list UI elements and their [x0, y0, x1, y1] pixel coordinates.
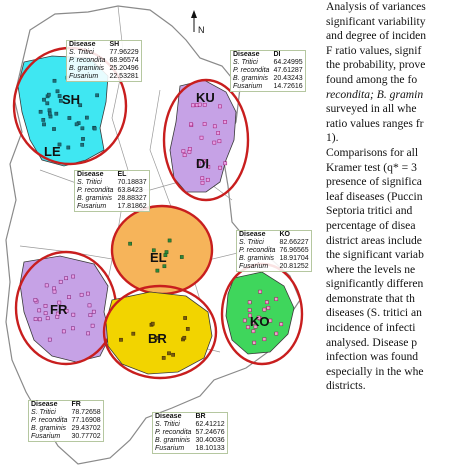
disease-table-BR — [152, 412, 228, 454]
sample-point — [48, 109, 51, 112]
region-label-BR: BR — [148, 331, 167, 346]
table-region-code: KO — [279, 231, 290, 238]
sample-point — [85, 116, 88, 119]
sample-point — [72, 275, 75, 278]
disease-name: S. Tritici — [69, 49, 94, 56]
sample-point — [280, 323, 283, 326]
sample-point — [56, 90, 59, 93]
table-header-label: Disease — [77, 171, 104, 178]
text-line: analysed. Disease p — [326, 335, 418, 349]
sample-point — [129, 242, 132, 245]
sample-point — [201, 177, 204, 180]
region-label-SH: SH — [62, 92, 81, 107]
text-line: found among the fo — [326, 72, 418, 86]
text-line: F ratio values, signif — [326, 43, 422, 57]
disease-value: 77.16908 — [71, 417, 101, 424]
sample-point — [71, 327, 74, 330]
sample-point — [38, 309, 41, 312]
text-line: percentage of disea — [326, 218, 416, 232]
table-header-label: Disease — [233, 51, 260, 58]
disease-table-EL — [74, 170, 150, 212]
disease-table-DI — [230, 50, 306, 92]
disease-value: 76.96565 — [279, 247, 309, 254]
sample-point — [180, 255, 183, 258]
sample-point — [263, 338, 266, 341]
sample-point — [201, 181, 204, 184]
sample-point — [200, 136, 203, 139]
sample-point — [265, 301, 268, 304]
sample-point — [172, 353, 175, 356]
disease-name: Fusarium — [239, 263, 269, 270]
disease-name: Fusarium — [233, 83, 263, 90]
sample-point — [39, 110, 42, 113]
sample-point — [48, 112, 51, 115]
disease-value: 68.96574 — [109, 57, 139, 64]
sample-point — [86, 292, 89, 295]
disease-name: Fusarium — [31, 433, 61, 440]
text-line: surveyed in all whe — [326, 102, 417, 116]
text-line: infection was found — [326, 350, 419, 364]
sample-point — [89, 314, 92, 317]
region-label-KU: KU — [196, 90, 215, 105]
sample-point — [248, 309, 251, 312]
sample-point — [248, 301, 251, 304]
sample-point — [45, 284, 48, 287]
text-line: the probability, prove — [326, 58, 426, 72]
sample-point — [34, 298, 37, 301]
sample-point — [156, 269, 159, 272]
disease-value: 28.88327 — [117, 195, 147, 202]
disease-value: 70.18837 — [117, 179, 147, 186]
disease-name: P. recondita — [69, 57, 106, 64]
disease-name: Fusarium — [77, 203, 107, 210]
table-region-code: SH — [109, 41, 120, 48]
disease-value: 22.53281 — [109, 73, 139, 80]
disease-table-FR — [28, 400, 104, 442]
sample-point — [53, 79, 56, 82]
region-label-KO: KO — [250, 314, 270, 329]
sample-point — [213, 141, 216, 144]
sample-point — [275, 332, 278, 335]
sample-point — [87, 332, 90, 335]
disease-table-KO — [236, 230, 312, 272]
sample-point — [46, 102, 49, 105]
disease-value: 29.43702 — [71, 425, 101, 432]
disease-value: 63.8423 — [117, 187, 143, 194]
disease-value: 77.96229 — [109, 49, 139, 56]
disease-name: B. graminis — [233, 75, 269, 82]
sample-point — [252, 330, 255, 333]
disease-name: B. graminis — [239, 255, 275, 262]
sample-point — [218, 105, 221, 108]
sample-point — [42, 123, 45, 126]
table-region-code: DI — [273, 51, 281, 58]
text-line: leaf diseases (Puccin — [326, 189, 423, 203]
disease-value: 20.81252 — [279, 263, 309, 270]
disease-name: S. Tritici — [239, 239, 264, 246]
table-header-label: Disease — [31, 401, 58, 408]
text-line: the significant variab — [326, 248, 424, 262]
sample-point — [42, 98, 45, 101]
sample-point — [183, 154, 186, 157]
sample-point — [189, 123, 192, 126]
sample-point — [206, 178, 209, 181]
disease-table-SH — [66, 40, 142, 82]
sample-point — [88, 304, 91, 307]
sample-point — [186, 327, 189, 330]
table-region-code: FR — [71, 401, 81, 408]
sample-point — [183, 336, 186, 339]
disease-name: B. graminis — [69, 65, 105, 72]
sample-point — [62, 330, 65, 333]
region-label-DI: DI — [196, 156, 209, 171]
disease-value: 18.10133 — [195, 445, 225, 452]
disease-value: 25.20496 — [109, 65, 139, 72]
disease-value: 64.24995 — [273, 59, 303, 66]
sample-point — [275, 298, 278, 301]
sample-point — [38, 318, 41, 321]
sample-point — [191, 104, 194, 107]
text-line: 1). — [326, 131, 339, 145]
sample-point — [223, 120, 226, 123]
sample-point — [47, 93, 50, 96]
sample-point — [34, 318, 37, 321]
table-region-code: BR — [195, 413, 206, 420]
table-header-label: Disease — [155, 413, 182, 420]
sample-point — [72, 313, 75, 316]
north-label: N — [198, 25, 205, 35]
table-region-code: EL — [117, 171, 127, 178]
sample-point — [217, 131, 220, 134]
sample-point — [93, 127, 96, 130]
sample-point — [75, 123, 78, 126]
sample-point — [44, 312, 47, 315]
article-text — [326, 0, 474, 466]
text-line: significantly differen — [326, 277, 424, 291]
sample-point — [42, 118, 45, 121]
disease-name: P. recondita — [239, 247, 276, 254]
text-line: recondita; B. gramin — [326, 87, 424, 101]
sample-point — [167, 352, 170, 355]
sample-point — [92, 310, 95, 313]
disease-name: B. graminis — [155, 437, 191, 444]
sample-point — [253, 341, 256, 344]
sample-point — [224, 162, 227, 165]
sample-point — [263, 308, 266, 311]
text-line: districts. — [326, 379, 366, 393]
disease-name: P. recondita — [77, 187, 114, 194]
sample-point — [53, 287, 56, 290]
disease-name: S. Tritici — [233, 59, 258, 66]
sample-point — [52, 127, 55, 130]
disease-name: B. graminis — [77, 195, 113, 202]
disease-name: P. recondita — [155, 429, 192, 436]
sample-point — [203, 122, 206, 125]
text-line: where the levels ne — [326, 262, 416, 276]
region-label-LE: LE — [44, 144, 61, 159]
sample-point — [67, 296, 70, 299]
disease-value: 82.66227 — [279, 239, 309, 246]
sample-point — [48, 338, 51, 341]
sample-point — [162, 356, 165, 359]
sample-point — [188, 147, 191, 150]
disease-value: 20.43243 — [273, 75, 303, 82]
sample-point — [81, 143, 84, 146]
sample-point — [243, 319, 246, 322]
disease-name: S. Tritici — [77, 179, 102, 186]
sample-point — [267, 306, 270, 309]
sample-point — [44, 304, 47, 307]
sample-point — [53, 290, 56, 293]
sample-point — [80, 293, 83, 296]
text-line: incidence of infecti — [326, 321, 416, 335]
sample-point — [81, 127, 84, 130]
sample-point — [81, 137, 84, 140]
north-arrow-icon — [191, 10, 197, 32]
text-line: significant variability — [326, 14, 426, 28]
disease-value: 14.72616 — [273, 83, 303, 90]
disease-name: P. recondita — [233, 67, 270, 74]
sample-point — [55, 112, 58, 115]
sample-point — [59, 280, 62, 283]
sample-point — [218, 140, 221, 143]
disease-name: Fusarium — [69, 73, 99, 80]
sample-point — [68, 116, 71, 119]
disease-value: 30.77702 — [71, 433, 101, 440]
sample-point — [119, 338, 122, 341]
region-label-FR: FR — [50, 302, 68, 317]
sample-point — [163, 265, 166, 268]
sample-point — [67, 146, 70, 149]
sample-point — [91, 324, 94, 327]
table-header-label: Disease — [239, 231, 266, 238]
disease-name: Fusarium — [155, 445, 185, 452]
text-line: Analysis of variances — [326, 0, 426, 13]
text-line: presence of significa — [326, 175, 422, 189]
disease-value: 18.91704 — [279, 255, 309, 262]
disease-value: 78.72658 — [71, 409, 101, 416]
text-line: and degree of inciden — [326, 29, 427, 43]
text-line: Kramer test (q* = 3 — [326, 160, 417, 174]
sample-point — [168, 239, 171, 242]
sample-point — [182, 150, 185, 153]
text-line: demonstrate that th — [326, 291, 415, 305]
sample-point — [58, 94, 61, 97]
text-line: district areas include — [326, 233, 422, 247]
sample-point — [184, 316, 187, 319]
text-line: diseases (S. tritici an — [326, 306, 422, 320]
disease-value: 47.61287 — [273, 67, 303, 74]
disease-name: B. graminis — [31, 425, 67, 432]
disease-value: 62.41212 — [195, 421, 225, 428]
disease-value: 17.81862 — [117, 203, 147, 210]
text-line: ratio values ranges fr — [326, 116, 424, 130]
text-line: especially in the whe — [326, 364, 424, 378]
disease-name: P. recondita — [31, 417, 68, 424]
region-label-EL: EL — [150, 250, 167, 265]
sample-point — [219, 166, 222, 169]
sample-point — [213, 125, 216, 128]
sample-point — [151, 322, 154, 325]
sample-point — [132, 332, 135, 335]
sample-point — [96, 94, 99, 97]
disease-value: 30.40036 — [195, 437, 225, 444]
disease-name: S. Tritici — [155, 421, 180, 428]
disease-value: 57.24676 — [195, 429, 225, 436]
sample-point — [65, 277, 68, 280]
disease-name: S. Tritici — [31, 409, 56, 416]
text-line: Comparisons for all — [326, 145, 419, 159]
table-header-label: Disease — [69, 41, 96, 48]
text-line: Septoria tritici and — [326, 204, 413, 218]
sample-point — [259, 290, 262, 293]
sample-point — [46, 317, 49, 320]
